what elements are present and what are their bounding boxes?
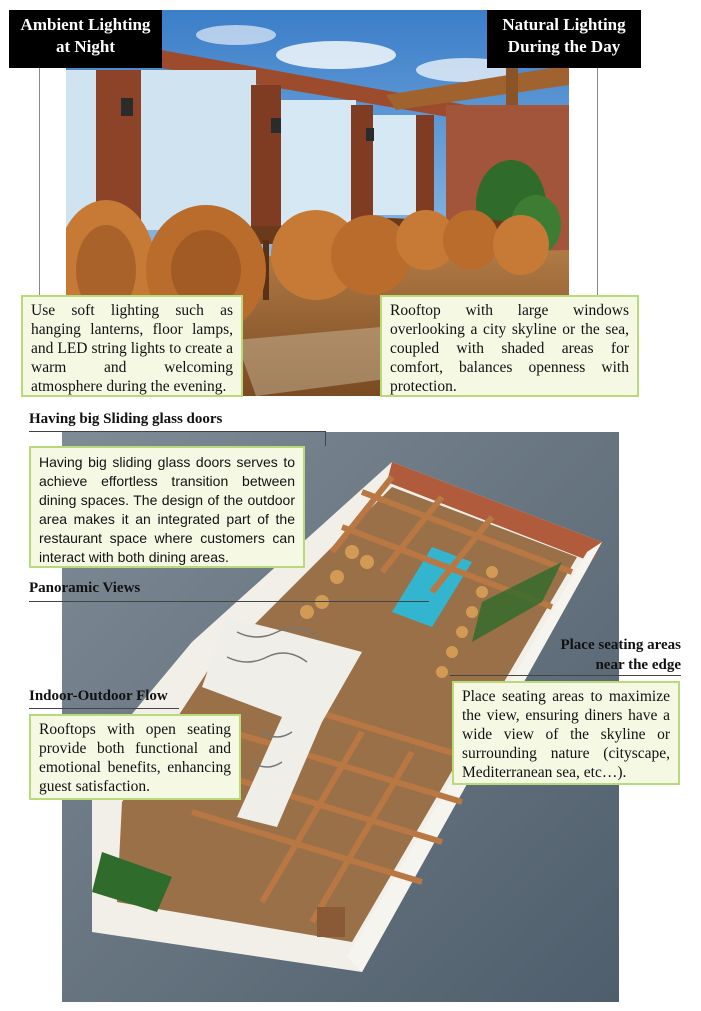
ambient-lighting-label: Ambient Lighting at Night bbox=[9, 10, 162, 68]
indoor-outdoor-heading: Indoor-Outdoor Flow bbox=[29, 688, 168, 704]
ambient-label-leader-line bbox=[39, 68, 40, 296]
place-seating-note: Place seating areas to maximize the view, ensuring diners have a wide view of the skyline or surrounding nature (cityscape, Mediterranean sea, etc…). bbox=[452, 681, 680, 785]
place-seating-underline bbox=[450, 675, 681, 676]
sliding-doors-heading: Having big Sliding glass doors bbox=[29, 411, 223, 427]
indoor-outdoor-note: Rooftops with open seating provide both functional and emotional benefits, enhancing guest satisfaction. bbox=[29, 714, 241, 800]
sliding-doors-leader bbox=[325, 431, 326, 446]
rooftop-windows-note: Rooftop with large windows overlooking a city skyline or the sea, coupled with shaded areas for comfort, balances openness with protection. bbox=[380, 295, 639, 397]
panoramic-views-underline bbox=[29, 601, 429, 602]
indoor-outdoor-underline bbox=[29, 708, 179, 709]
natural-lighting-label: Natural Lighting During the Day bbox=[487, 10, 641, 68]
natural-label-leader-line bbox=[597, 68, 598, 296]
sliding-doors-underline bbox=[29, 431, 325, 432]
panoramic-views-heading: Panoramic Views bbox=[29, 580, 141, 596]
sliding-doors-note: Having big sliding glass doors serves to achieve effortless transition between dining spaces. The design of the outdoor area makes it an integrated part of the restaurant space where customers can interact with both dining areas. bbox=[29, 446, 305, 568]
place-seating-heading: Place seating areas near the edge bbox=[560, 637, 681, 673]
soft-lighting-note: Use soft lighting such as hanging lanterns, floor lamps, and LED string lights to create a warm and welcoming atmosphere during the evening. bbox=[21, 295, 243, 397]
